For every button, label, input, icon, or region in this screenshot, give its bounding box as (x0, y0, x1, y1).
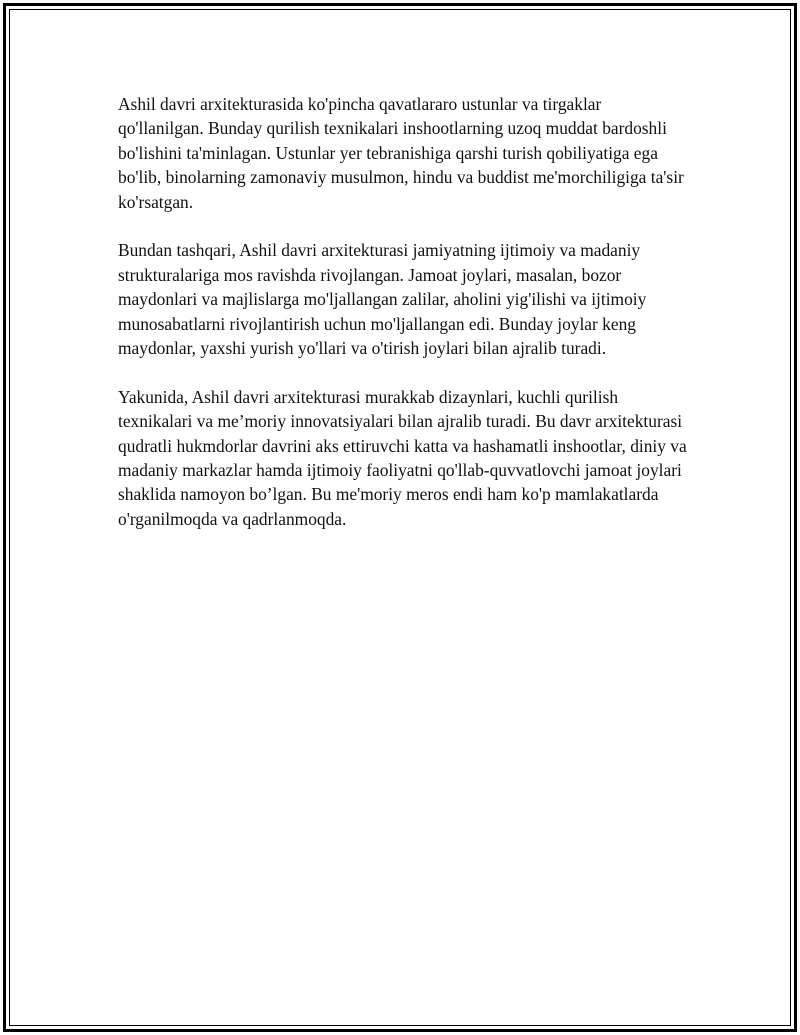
document-body (118, 92, 688, 556)
paragraph-3: Yakunida, Ashil davri arxitekturasi murakkab dizaynlari, kuchli qurilish texnikalari va me’moriy innovatsiyalari bilan ajralib turadi. Bu davr arxitekturasi qudratli hukmdorlar davrini aks ettiruvchi katta va hashamatli inshootlar, diniy va madaniy markazlar hamda ijtimoiy faoliyatni qo'llab-quvvatlovchi jamoat joylari shaklida namoyon bo’lgan. Bu me'moriy meros endi ham ko'p mamlakatlarda o'rganilmoqda va qadrlanmoqda. (118, 386, 687, 529)
paragraph-1: Ashil davri arxitekturasida ko'pincha qavatlararo ustunlar va tirgaklar qo'llanilgan. Bunday qurilish texnikalari inshootlarning uzoq muddat bardoshli bo'lishini ta'minlagan. Ustunlar yer tebranishiga qarshi turish qobiliyatiga ega bo'lib, binolarning zamonaviy musulmon, hindu va buddist me'morchiligiga ta'sir ko'rsatgan. (118, 94, 684, 212)
paragraph-2: Bundan tashqari, Ashil davri arxitekturasi jamiyatning ijtimoiy va madaniy strukturalariga mos ravishda rivojlangan. Jamoat joylari, masalan, bozor maydonlari va majlislarga mo'ljallangan zalilar, aholini yig'ilishi va ijtimoiy munosabatlarni rivojlantirish uchun mo'ljallangan edi. Bunday joylar keng maydonlar, yaxshi yurish yo'llari va o'tirish joylari bilan ajralib turadi. (118, 240, 647, 359)
